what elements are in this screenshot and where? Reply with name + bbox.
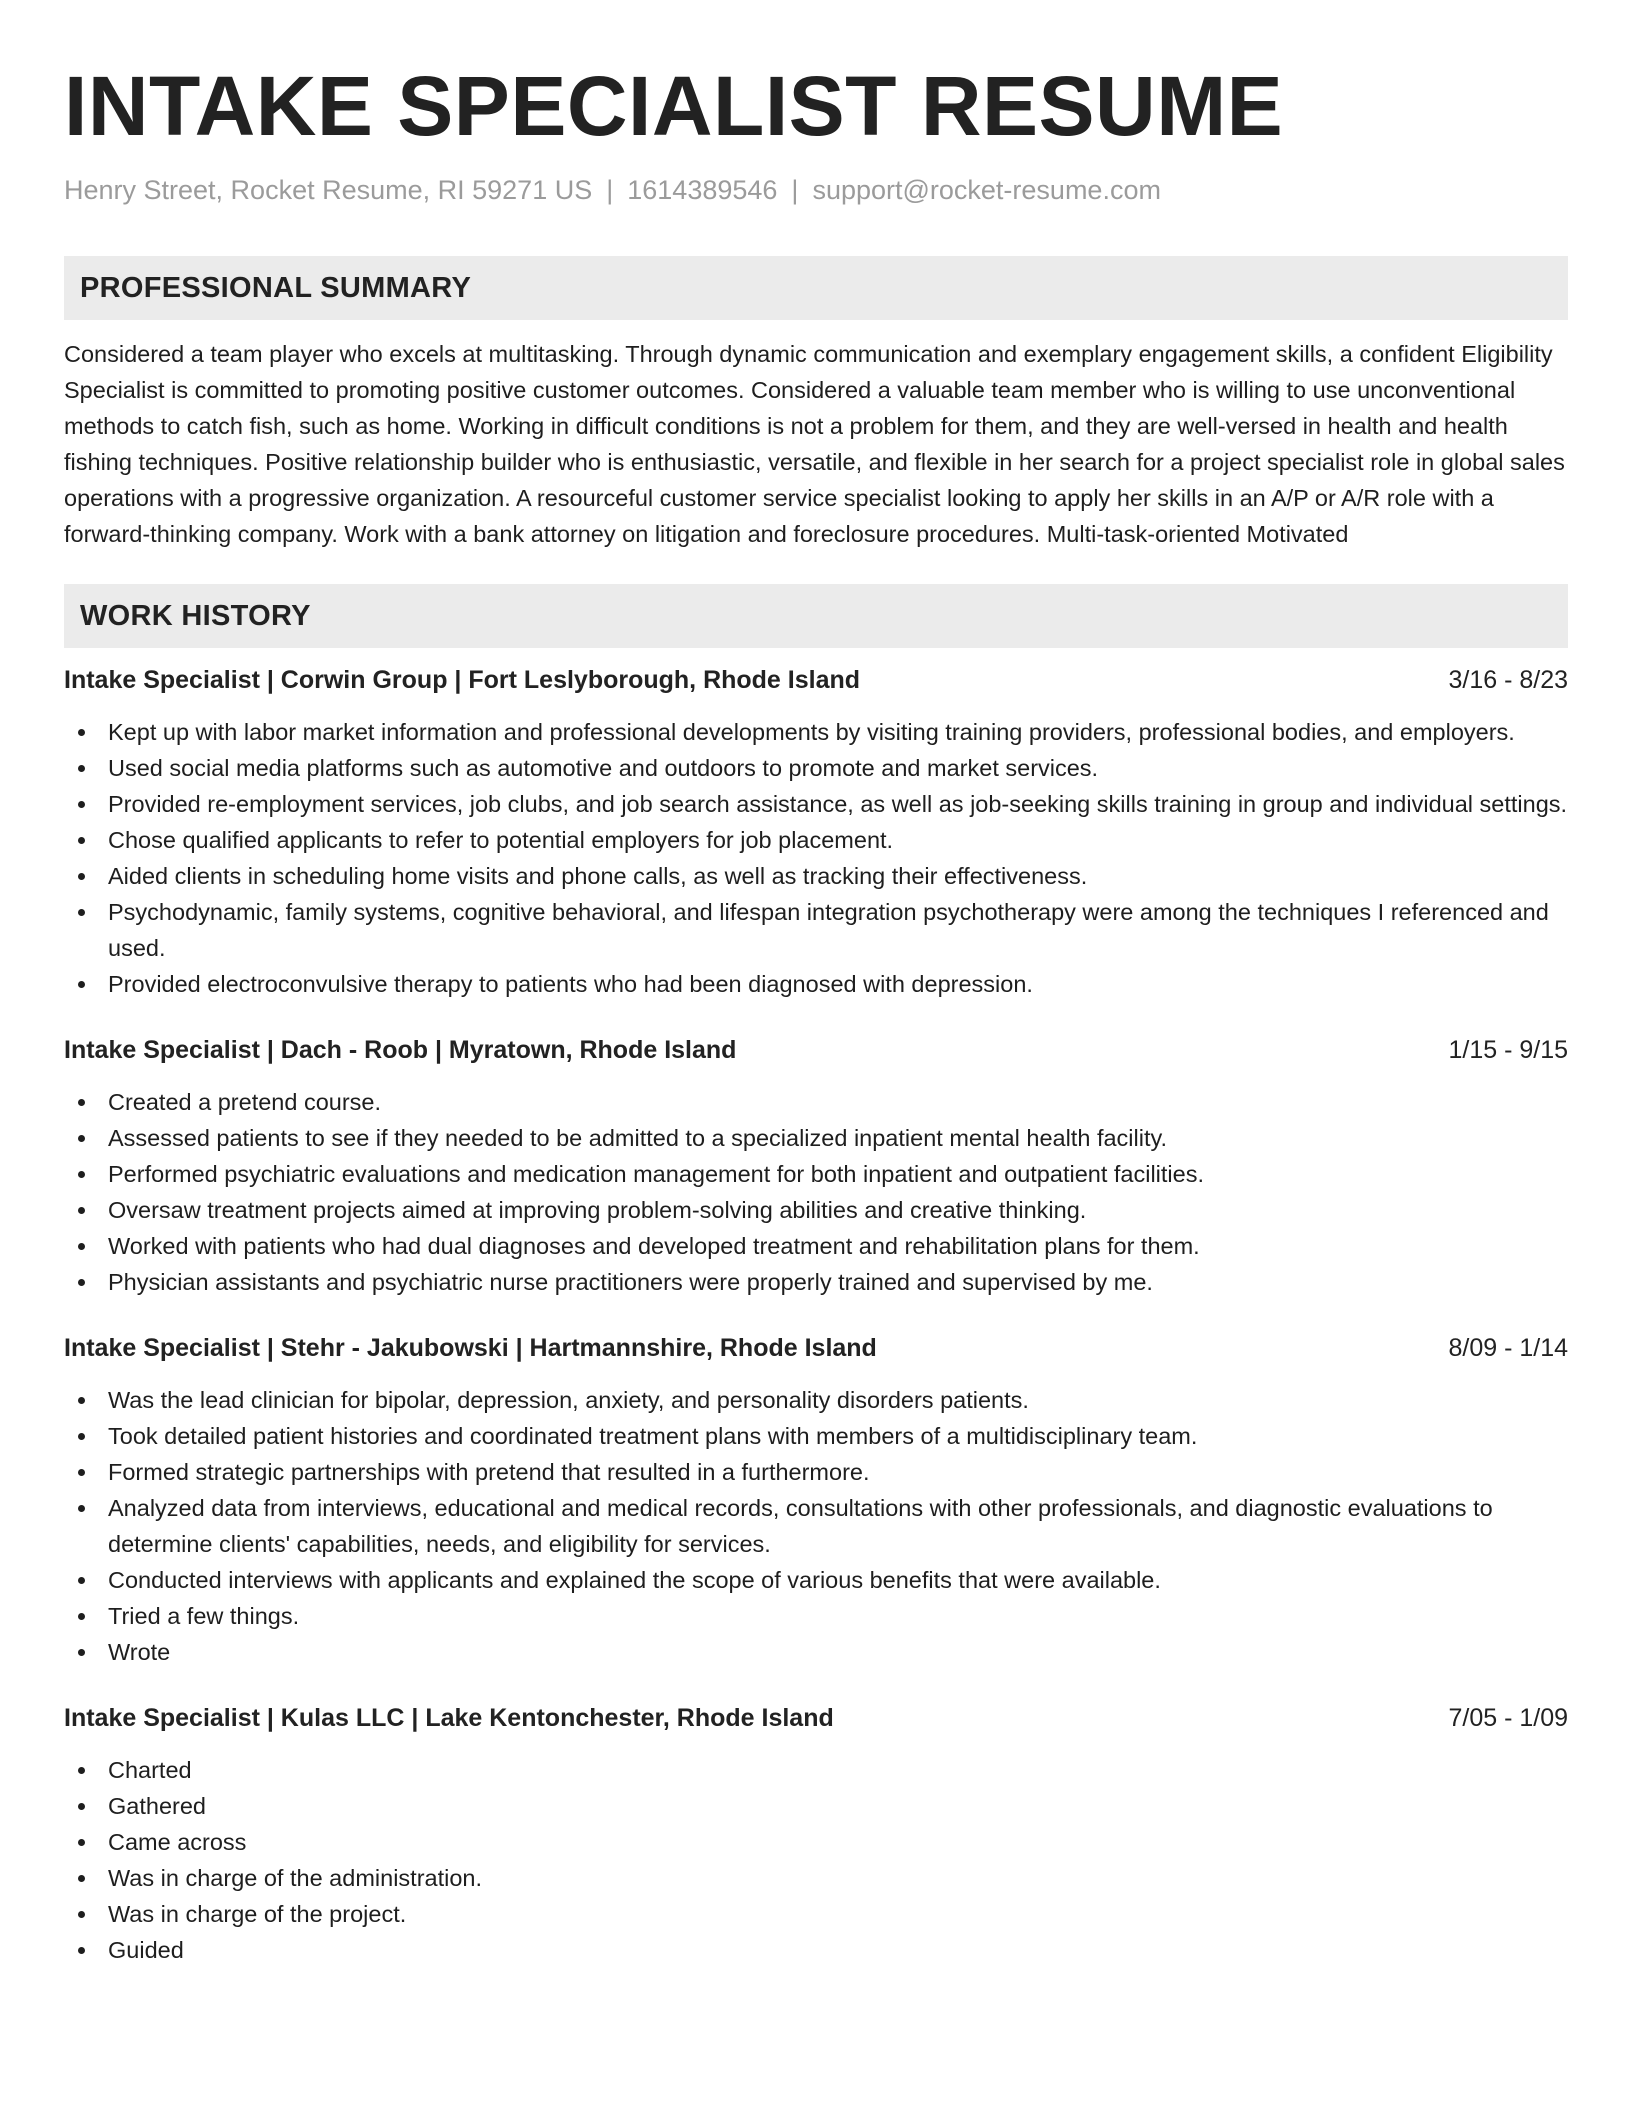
job-bullet — [64, 1896, 1568, 1932]
job-header — [64, 1700, 1568, 1736]
bullet-dot-icon — [78, 1397, 85, 1404]
bullet-dot-icon — [78, 1207, 85, 1214]
job-bullet-text: Performed psychiatric evaluations and medication management for both inpatient and outpatient facilities. — [108, 1161, 1204, 1187]
work-history-list — [64, 662, 1568, 1968]
job-bullet — [64, 1932, 1568, 1968]
bullet-dot-icon — [78, 801, 85, 808]
job-bullet — [64, 894, 1568, 966]
job-bullet-text: Took detailed patient histories and coordinated treatment plans with members of a multidisciplinary team. — [108, 1423, 1198, 1449]
job-title: Intake Specialist | Kulas LLC | Lake Kentonchester, Rhode Island — [64, 1704, 834, 1732]
contact-address: Henry Street, Rocket Resume, RI 59271 US — [64, 175, 593, 205]
job-header — [64, 1330, 1568, 1366]
job-bullet-text: Guided — [108, 1937, 184, 1963]
bullet-dot-icon — [78, 1577, 85, 1584]
job-bullet-text: Chose qualified applicants to refer to potential employers for job placement. — [108, 827, 894, 853]
bullet-dot-icon — [78, 1433, 85, 1440]
job-bullet-text: Worked with patients who had dual diagnoses and developed treatment and rehabilitation plans for them. — [108, 1233, 1200, 1259]
bullet-dot-icon — [78, 1135, 85, 1142]
summary-text: Considered a team player who excels at multitasking. Through dynamic communication and exemplary engagement skills, a confident Eligibility Specialist is committed to promoting positive customer outcomes. Considered a valuable team member who is willing to use unconventional methods to catch fish, such as home. Working in difficult conditions is not a problem for them, and they are well-versed in health and health fishing techniques. Positive relationship builder who is enthusiastic, versatile, and flexible in her search for a project specialist role in global sales operations with a progressive organization. A resourceful customer service specialist looking to apply her skills in an A/P or A/R role with a forward-thinking company. Work with a bank attorney on litigation and foreclosure procedures. Multi-task-oriented Motivated — [64, 341, 1565, 547]
bullet-dot-icon — [78, 1839, 85, 1846]
job-bullet-list — [64, 714, 1568, 1002]
contact-separator: | — [791, 175, 799, 205]
contact-phone: 1614389546 — [627, 175, 778, 205]
job-bullet-text: Created a pretend course. — [108, 1089, 382, 1115]
job-bullet — [64, 1490, 1568, 1562]
bullet-dot-icon — [78, 1469, 85, 1476]
job-header — [64, 662, 1568, 698]
resume-page — [64, 0, 1568, 1968]
bullet-dot-icon — [78, 981, 85, 988]
job-bullet — [64, 1120, 1568, 1156]
job-bullet — [64, 1418, 1568, 1454]
job-dates: 8/09 - 1/14 — [1448, 1334, 1568, 1362]
resume-title: INTAKE SPECIALIST RESUME — [64, 59, 1284, 153]
job-bullet — [64, 1264, 1568, 1300]
job-bullet — [64, 858, 1568, 894]
bullet-dot-icon — [78, 1279, 85, 1286]
bullet-dot-icon — [78, 1649, 85, 1656]
job-bullet-text: Was in charge of the administration. — [108, 1865, 483, 1891]
job-title: Intake Specialist | Stehr - Jakubowski | Hartmannshire, Rhode Island — [64, 1334, 877, 1362]
contact-email: support@rocket-resume.com — [812, 175, 1161, 205]
job-bullet-text: Was in charge of the project. — [108, 1901, 407, 1927]
bullet-dot-icon — [78, 1505, 85, 1512]
job-bullet-text: Aided clients in scheduling home visits and phone calls, as well as tracking their effectiveness. — [108, 863, 1088, 889]
work-history-heading: WORK HISTORY — [64, 584, 1568, 648]
job-bullet — [64, 1598, 1568, 1634]
job-bullet — [64, 1454, 1568, 1490]
bullet-dot-icon — [78, 1803, 85, 1810]
job-entry — [64, 1330, 1568, 1670]
job-bullet-text: Provided re-employment services, job clubs, and job search assistance, as well as job-seeking skills training in group and individual settings. — [108, 791, 1568, 817]
job-bullet-text: Physician assistants and psychiatric nurse practitioners were properly trained and supervised by me. — [108, 1269, 1153, 1295]
job-bullet — [64, 1228, 1568, 1264]
bullet-dot-icon — [78, 1767, 85, 1774]
job-bullet — [64, 1788, 1568, 1824]
job-bullet-text: Charted — [108, 1757, 192, 1783]
bullet-dot-icon — [78, 909, 85, 916]
job-bullet — [64, 1156, 1568, 1192]
job-bullet-text: Used social media platforms such as automotive and outdoors to promote and market services. — [108, 755, 1099, 781]
job-dates: 7/05 - 1/09 — [1448, 1704, 1568, 1732]
job-entry — [64, 1032, 1568, 1300]
job-bullet-text: Provided electroconvulsive therapy to patients who had been diagnosed with depression. — [108, 971, 1033, 997]
job-bullet-list — [64, 1382, 1568, 1670]
bullet-dot-icon — [78, 1911, 85, 1918]
job-bullet-text: Analyzed data from interviews, educational and medical records, consultations with other professionals, and diagnostic evaluations to determine clients' capabilities, needs, and eligibility for services. — [108, 1495, 1493, 1557]
bullet-dot-icon — [78, 1613, 85, 1620]
job-bullet — [64, 1824, 1568, 1860]
job-bullet — [64, 1634, 1568, 1670]
job-bullet-text: Oversaw treatment projects aimed at improving problem-solving abilities and creative thinking. — [108, 1197, 1087, 1223]
bullet-dot-icon — [78, 1171, 85, 1178]
job-bullet-text: Tried a few things. — [108, 1603, 300, 1629]
bullet-dot-icon — [78, 873, 85, 880]
job-entry — [64, 1700, 1568, 1968]
job-bullet-text: Kept up with labor market information and professional developments by visiting training providers, professional bodies, and employers. — [108, 719, 1515, 745]
job-bullet-list — [64, 1084, 1568, 1300]
job-bullet-text: Conducted interviews with applicants and explained the scope of various benefits that were available. — [108, 1567, 1161, 1593]
job-bullet — [64, 1382, 1568, 1418]
job-title: Intake Specialist | Corwin Group | Fort Leslyborough, Rhode Island — [64, 666, 861, 694]
job-bullet — [64, 822, 1568, 858]
job-bullet-text: Was the lead clinician for bipolar, depression, anxiety, and personality disorders patients. — [108, 1387, 1029, 1413]
job-bullet — [64, 786, 1568, 822]
bullet-dot-icon — [78, 765, 85, 772]
job-dates: 1/15 - 9/15 — [1448, 1036, 1568, 1064]
job-bullet-text: Gathered — [108, 1793, 206, 1819]
job-header — [64, 1032, 1568, 1068]
contact-line — [64, 172, 1568, 208]
job-bullet — [64, 1192, 1568, 1228]
bullet-dot-icon — [78, 729, 85, 736]
job-bullet — [64, 750, 1568, 786]
job-bullet — [64, 1752, 1568, 1788]
summary-heading: PROFESSIONAL SUMMARY — [64, 256, 1568, 320]
bullet-dot-icon — [78, 1875, 85, 1882]
job-bullet-list — [64, 1752, 1568, 1968]
bullet-dot-icon — [78, 1947, 85, 1954]
bullet-dot-icon — [78, 1099, 85, 1106]
job-bullet-text: Formed strategic partnerships with pretend that resulted in a furthermore. — [108, 1459, 870, 1485]
bullet-dot-icon — [78, 837, 85, 844]
job-bullet-text: Assessed patients to see if they needed to be admitted to a specialized inpatient mental health facility. — [108, 1125, 1168, 1151]
job-title: Intake Specialist | Dach - Roob | Myratown, Rhode Island — [64, 1036, 737, 1064]
job-bullet — [64, 1562, 1568, 1598]
job-bullet — [64, 714, 1568, 750]
job-dates: 3/16 - 8/23 — [1448, 666, 1568, 694]
bullet-dot-icon — [78, 1243, 85, 1250]
job-bullet-text: Psychodynamic, family systems, cognitive behavioral, and lifespan integration psychotherapy were among the techniques I referenced and used. — [108, 899, 1549, 961]
job-bullet — [64, 1860, 1568, 1896]
job-bullet-text: Wrote — [108, 1639, 171, 1665]
contact-separator: | — [606, 175, 614, 205]
job-bullet-text: Came across — [108, 1829, 247, 1855]
job-bullet — [64, 1084, 1568, 1120]
job-bullet — [64, 966, 1568, 1002]
job-entry — [64, 662, 1568, 1002]
